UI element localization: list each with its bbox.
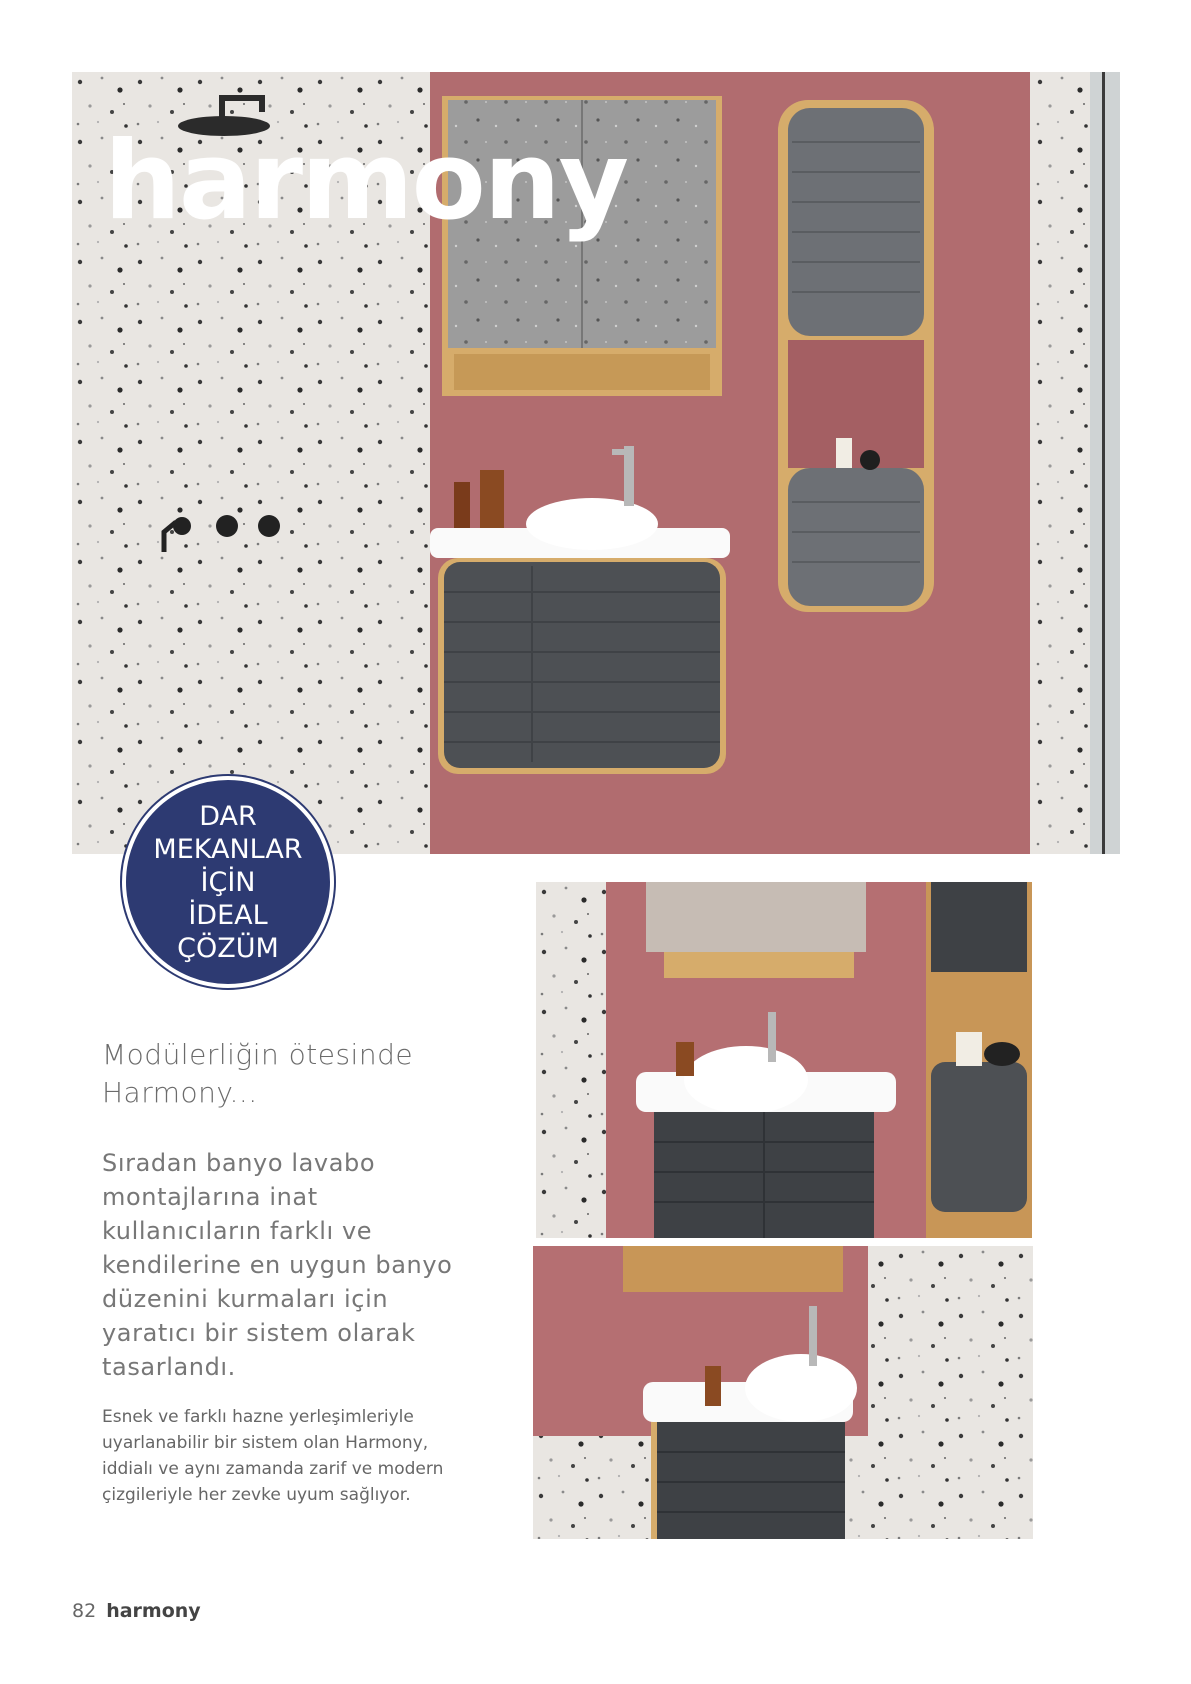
badge-line: DAR [199, 800, 257, 832]
vanity-detail-photo [536, 882, 1032, 1238]
ideal-solution-badge [122, 776, 334, 988]
badge-line: ÇÖZÜM [177, 932, 279, 964]
section-headline: Modülerliğin ötesinde Harmony... [102, 1038, 414, 1109]
footer-section-name: harmony [106, 1600, 201, 1622]
lead-paragraph: Sıradan banyo lavabo montajlarına inat kullanıcıların farklı ve kendilerine en uygun banyo düzenini kurmaları için yaratıcı bir sistem olarak tasarlandı. [102, 1149, 453, 1381]
page-footer [72, 1600, 201, 1622]
vanity-detail-illustration [536, 882, 1032, 1238]
page-number: 82 [72, 1600, 97, 1622]
hero-title: harmony [104, 119, 628, 244]
badge-line: İDEAL [188, 899, 268, 931]
body-paragraph: Esnek ve farklı hazne yerleşimleriyle uyarlanabilir bir sistem olan Harmony, iddialı ve aynı zamanda zarif ve modern çizgileriyle her zevke uyum sağlıyor. [102, 1407, 444, 1505]
badge-line: İÇİN [200, 866, 256, 898]
countertop-detail-illustration [533, 1246, 1033, 1539]
badge-line: MEKANLAR [153, 833, 303, 865]
countertop-detail-photo [533, 1246, 1033, 1539]
